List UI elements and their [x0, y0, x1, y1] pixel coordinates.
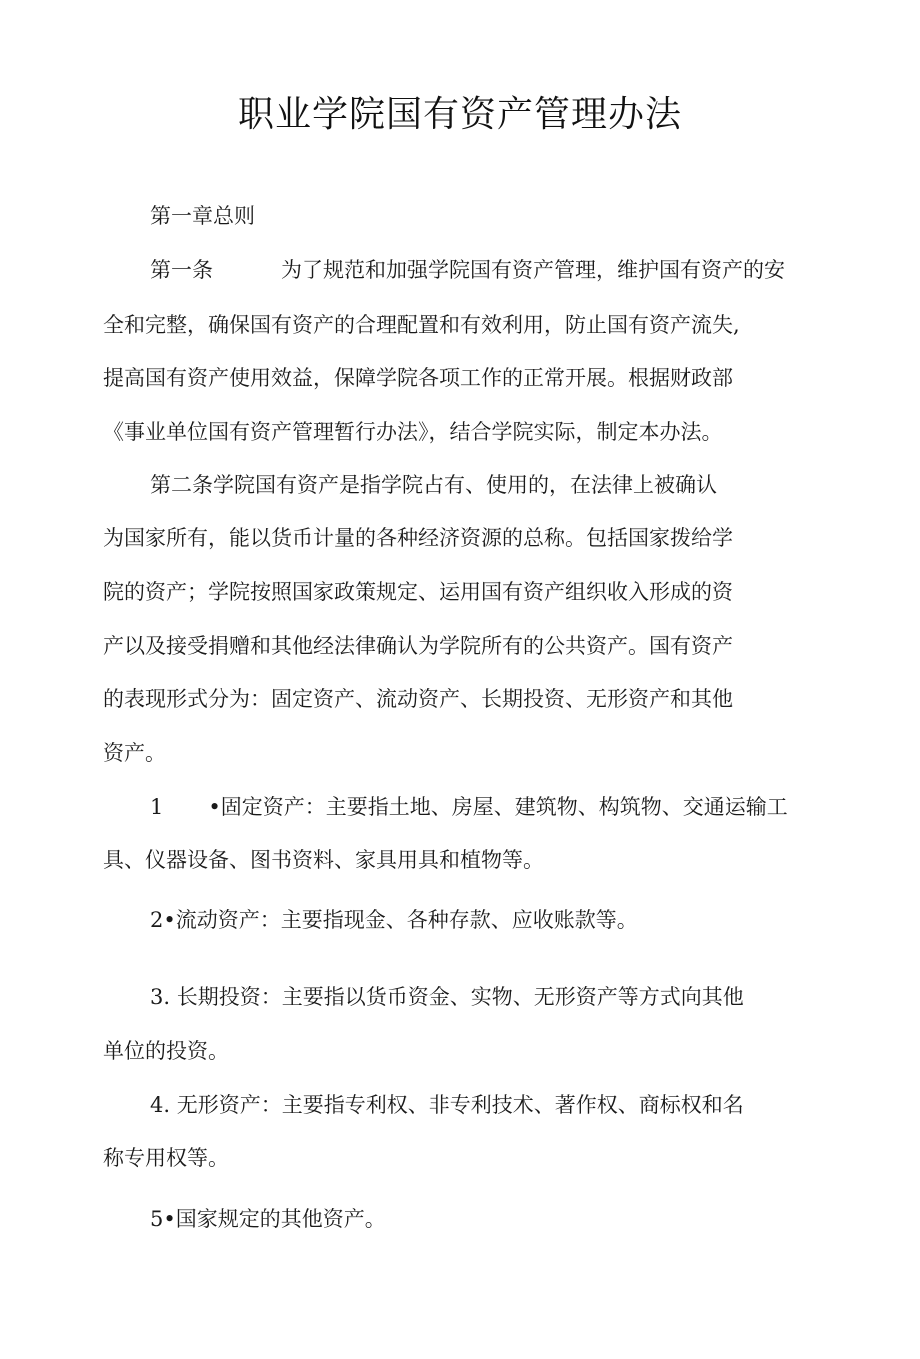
item1-line2: 具、仪器设备、图书资料、家具用具和植物等。 [103, 848, 544, 872]
article2-line6: 资产。 [103, 741, 166, 765]
item5-line: 5•国家规定的其他资产。 [150, 1207, 386, 1231]
article2-line1: 第二条学院国有资产是指学院占有、使用的，在法律上被确认 [150, 473, 717, 497]
document-title: 职业学院国有资产管理办法 [237, 94, 682, 135]
item4-line2: 称专用权等。 [103, 1146, 229, 1170]
item1-line1 [150, 797, 788, 818]
item3-line2: 单位的投资。 [103, 1039, 229, 1063]
item3-line1: 3. 长期投资：主要指以货币资金、实物、无形资产等方式向其他 [150, 985, 744, 1009]
article2-line2: 为国家所有，能以货币计量的各种经济资源的总称。包括国家拨给学 [103, 526, 733, 550]
chapter-heading: 第一章总则 [150, 204, 255, 228]
article1-line2: 全和完整，确保国有资产的合理配置和有效利用，防止国有资产流失, [103, 313, 740, 337]
item2-line: 2•流动资产：主要指现金、各种存款、应收账款等。 [150, 908, 638, 932]
article1-line1 [150, 260, 785, 281]
article2-line5: 的表现形式分为：固定资产、流动资产、长期投资、无形资产和其他 [103, 687, 733, 711]
article2-line4: 产以及接受捐赠和其他经法律确认为学院所有的公共资产。国有资产 [103, 634, 733, 658]
item4-line1: 4. 无形资产：主要指专利权、非专利技术、著作权、商标权和名 [150, 1093, 744, 1117]
article2-line3: 院的资产；学院按照国家政策规定、运用国有资产组织收入形成的资 [103, 580, 733, 604]
article1-line3: 提高国有资产使用效益，保障学院各项工作的正常开展。根据财政部 [103, 366, 733, 390]
item1-text: •固定资产：主要指土地、房屋、建筑物、构筑物、交通运输工 [208, 795, 788, 819]
article1-line4: 《事业单位国有资产管理暂行办法》，结合学院实际，制定本办法。 [103, 420, 723, 444]
article1-label: 第一条 [150, 258, 213, 282]
article1-text1: 为了规范和加强学院国有资产管理，维护国有资产的安 [281, 258, 785, 282]
item1-number: 1 [150, 795, 164, 819]
